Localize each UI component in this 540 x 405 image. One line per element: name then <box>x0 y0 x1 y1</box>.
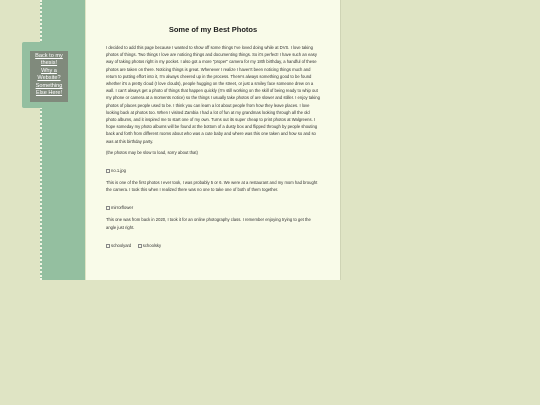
photo-row-3-4 <box>106 235 320 253</box>
main-content <box>86 0 341 280</box>
photo-1-caption: This is one of the first photos I ever took, I was probably 5 or 6. We were at a restaurant and my mom had brought the camera. I took this when I realized there was no one to take one of both of them together. <box>106 180 318 193</box>
nav-link-why-website[interactable]: Why a Website? <box>37 68 61 81</box>
broken-image-icon <box>106 205 133 211</box>
broken-image-icon <box>106 168 126 174</box>
photo-2 <box>106 197 320 215</box>
broken-image-icon <box>138 243 161 249</box>
nav-link-something-else[interactable]: Something Else Here! <box>35 83 63 96</box>
nav-link-thesis[interactable]: Back to my thesis! <box>35 53 63 66</box>
photo-4-alt: schoolsky <box>142 242 162 248</box>
broken-image-icon <box>106 243 131 249</box>
photo-1 <box>106 160 320 178</box>
side-nav-links <box>30 51 68 102</box>
photo-1-alt: no.1.jpg <box>111 168 126 174</box>
photo-3-alt: schoolyard <box>111 242 132 248</box>
photo-2-alt: mirrorflower <box>111 205 134 211</box>
intro-paragraph: I decided to add this page because I wanted to show off some things I've loved doing while at DVS. I love taking photos of things. Two things I love are noticing things and documenting things. So it's perfect! I have such an easy way of taking photos right in my pocket. I also got a more "proper" camera for my 18th birthday, a handful of these photos are taken on there. Noticing things is great. Whenever I realize I haven't been noticing things much and return to putting effort into it, I'm always cheered up in the process. There's always something good to be found whether it's a pretty cloud (I love clouds), people hugging on the street, or just a smiley face someone drew on a wall. I can't always get a photo of things that happen quickly (I'm still working on the skill of being ready to whip out my phone or camera at a moments notice) so the things I usually take photos of are slower and stiller. I enjoy taking photos of places people used to be. I think you can learn a lot about people from how they leave places. I love looking back at photos too. When I visited Zambia I had a lot of fun at my grandmas looking through all the old photo albums, and it inspired me to start one of my own. Turns out its super cheap to print photos at Walgreens. I hope someday my photo albums will be found at the bottom of a dusty box and flipped through by people shouting back and forth from different rooms about who was a cute baby and where was this one taken and how so and so was at this birthday party. <box>106 45 320 144</box>
load-note: (the photos may be slow to load, sorry about that) <box>106 149 198 155</box>
photo-2-caption: This one was from back in 2020, I took it for an online photography class. I remember enjoying trying to get the angle just right. <box>106 217 311 230</box>
page-title: Some of my Best Photos <box>168 25 258 34</box>
